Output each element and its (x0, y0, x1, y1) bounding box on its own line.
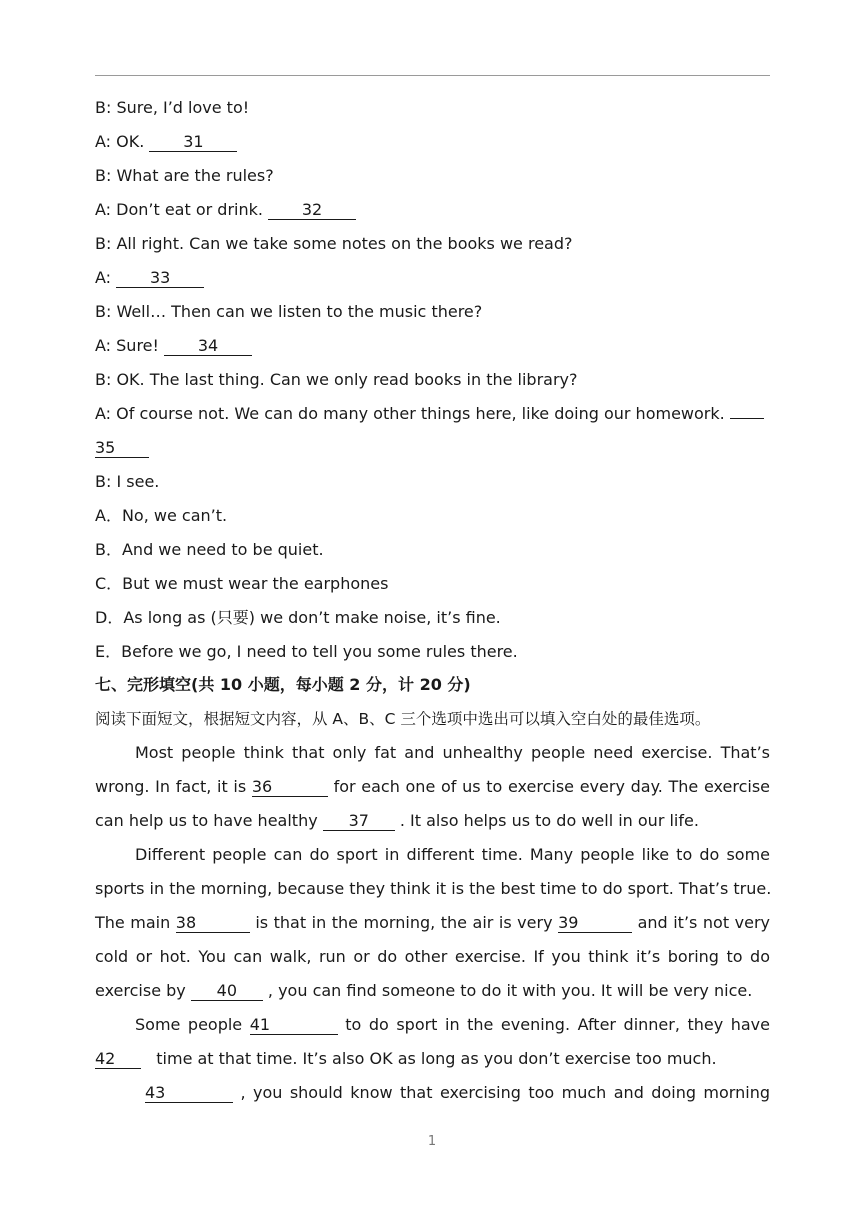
passage-text: Most people think that only fat and unhealthy people need exercise. That’s (135, 743, 770, 762)
dialogue-text: B: All right. Can we take some notes on the books we read? (95, 234, 573, 253)
passage-line (145, 1082, 770, 1104)
answer-blank: 33 (116, 269, 204, 288)
option-text: A．No, we can’t. (95, 506, 228, 525)
passage-text: sports in the morning, because they think it is the best time to do sport. That’s true. (95, 879, 772, 898)
option-item (95, 607, 770, 629)
passage-text: is that in the morning, the air is very (255, 913, 559, 932)
dialogue-line (95, 369, 770, 391)
dialogue-text: A: Don’t eat or drink. (95, 200, 269, 219)
answer-blank: 42 (95, 1050, 141, 1069)
answer-blank: 35 (95, 439, 149, 458)
passage-text: The main (95, 913, 176, 932)
option-item (95, 539, 770, 561)
dialogue-line (95, 165, 770, 187)
passage-text: to do sport in the evening. After dinner, they have (345, 1015, 770, 1034)
dialogue-text: A: (95, 268, 117, 287)
option-item (95, 641, 770, 663)
dialogue-line (95, 301, 770, 323)
passage-line (95, 1048, 770, 1070)
dialogue-line (95, 199, 770, 221)
dialogue-line (95, 403, 770, 425)
passage-text: time at that time. It’s also OK as long as you don’t exercise too much. (151, 1049, 717, 1068)
passage-text: cold or hot. You can walk, run or do other exercise. If you think it’s boring to do (95, 947, 770, 966)
answer-blank: 31 (149, 133, 237, 152)
dialogue-text: B: I see. (95, 472, 160, 491)
section-instruction: 阅读下面短文，根据短文内容，从 A、B、C 三个选项中选出可以填入空白处的最佳选项。 (95, 710, 711, 728)
answer-blank: 40 (191, 982, 263, 1001)
option-text: E．Before we go, I need to tell you some rules there. (95, 642, 518, 661)
answer-blank: 43 (145, 1084, 233, 1103)
dialogue-text: B: Sure, I’d love to! (95, 98, 250, 117)
dialogue-text: B: What are the rules? (95, 166, 274, 185)
answer-blank: 32 (268, 201, 356, 220)
dialogue-text: A: OK. (95, 132, 150, 151)
passage-line (95, 980, 770, 1002)
section-heading: 七、完形填空(共 10 小题，每小题 2 分，计 20 分) (95, 675, 471, 694)
dialogue-line (95, 471, 770, 493)
dialogue-text: A: Of course not. We can do many other things here, like doing our homework. (95, 404, 725, 423)
passage-text: , you can find someone to do it with you. It will be very nice. (262, 981, 753, 1000)
option-text: D．As long as (只要) we don’t make noise, it’s fine. (95, 608, 501, 627)
answer-blank: 39 (558, 914, 632, 933)
passage-line (95, 810, 770, 832)
dialogue-line (95, 267, 770, 289)
option-item (95, 505, 770, 527)
option-text: B．And we need to be quiet. (95, 540, 324, 559)
passage-line (135, 844, 770, 866)
passage-line (95, 776, 770, 798)
option-text: C．But we must wear the earphones (95, 574, 389, 593)
option-item (95, 573, 770, 595)
dialogue-text: A: Sure! (95, 336, 165, 355)
passage-text: exercise by (95, 981, 191, 1000)
answer-blank: 37 (323, 812, 395, 831)
answer-blank: 41 (250, 1016, 338, 1035)
dialogue-line (95, 131, 770, 153)
passage-line (95, 878, 770, 900)
passage-text: for each one of us to exercise every day. The exercise (333, 777, 770, 796)
dialogue-text: B: OK. The last thing. Can we only read books in the library? (95, 370, 578, 389)
dialogue-line (95, 233, 770, 255)
passage-line (135, 742, 770, 764)
passage-line (135, 1014, 770, 1036)
passage-line (95, 912, 770, 934)
page-number: 1 (427, 1134, 437, 1149)
dialogue-line (95, 335, 770, 357)
answer-blank-continued (730, 418, 764, 419)
answer-blank: 38 (176, 914, 250, 933)
passage-text: Some people (135, 1015, 250, 1034)
passage-text: , you should know that exercising too much and doing morning (240, 1083, 770, 1102)
dialogue-line (95, 97, 770, 119)
passage-text: wrong. In fact, it is (95, 777, 252, 796)
answer-blank: 36 (252, 778, 328, 797)
passage-text: Different people can do sport in different time. Many people like to do some (135, 845, 770, 864)
header-rule (95, 75, 770, 76)
answer-blank: 34 (164, 337, 252, 356)
passage-line (95, 946, 770, 968)
passage-text: can help us to have healthy (95, 811, 323, 830)
passage-text: and it’s not very (637, 913, 770, 932)
dialogue-line (95, 437, 770, 459)
dialogue-text: B: Well… Then can we listen to the music there? (95, 302, 483, 321)
passage-text: . It also helps us to do well in our life. (394, 811, 699, 830)
